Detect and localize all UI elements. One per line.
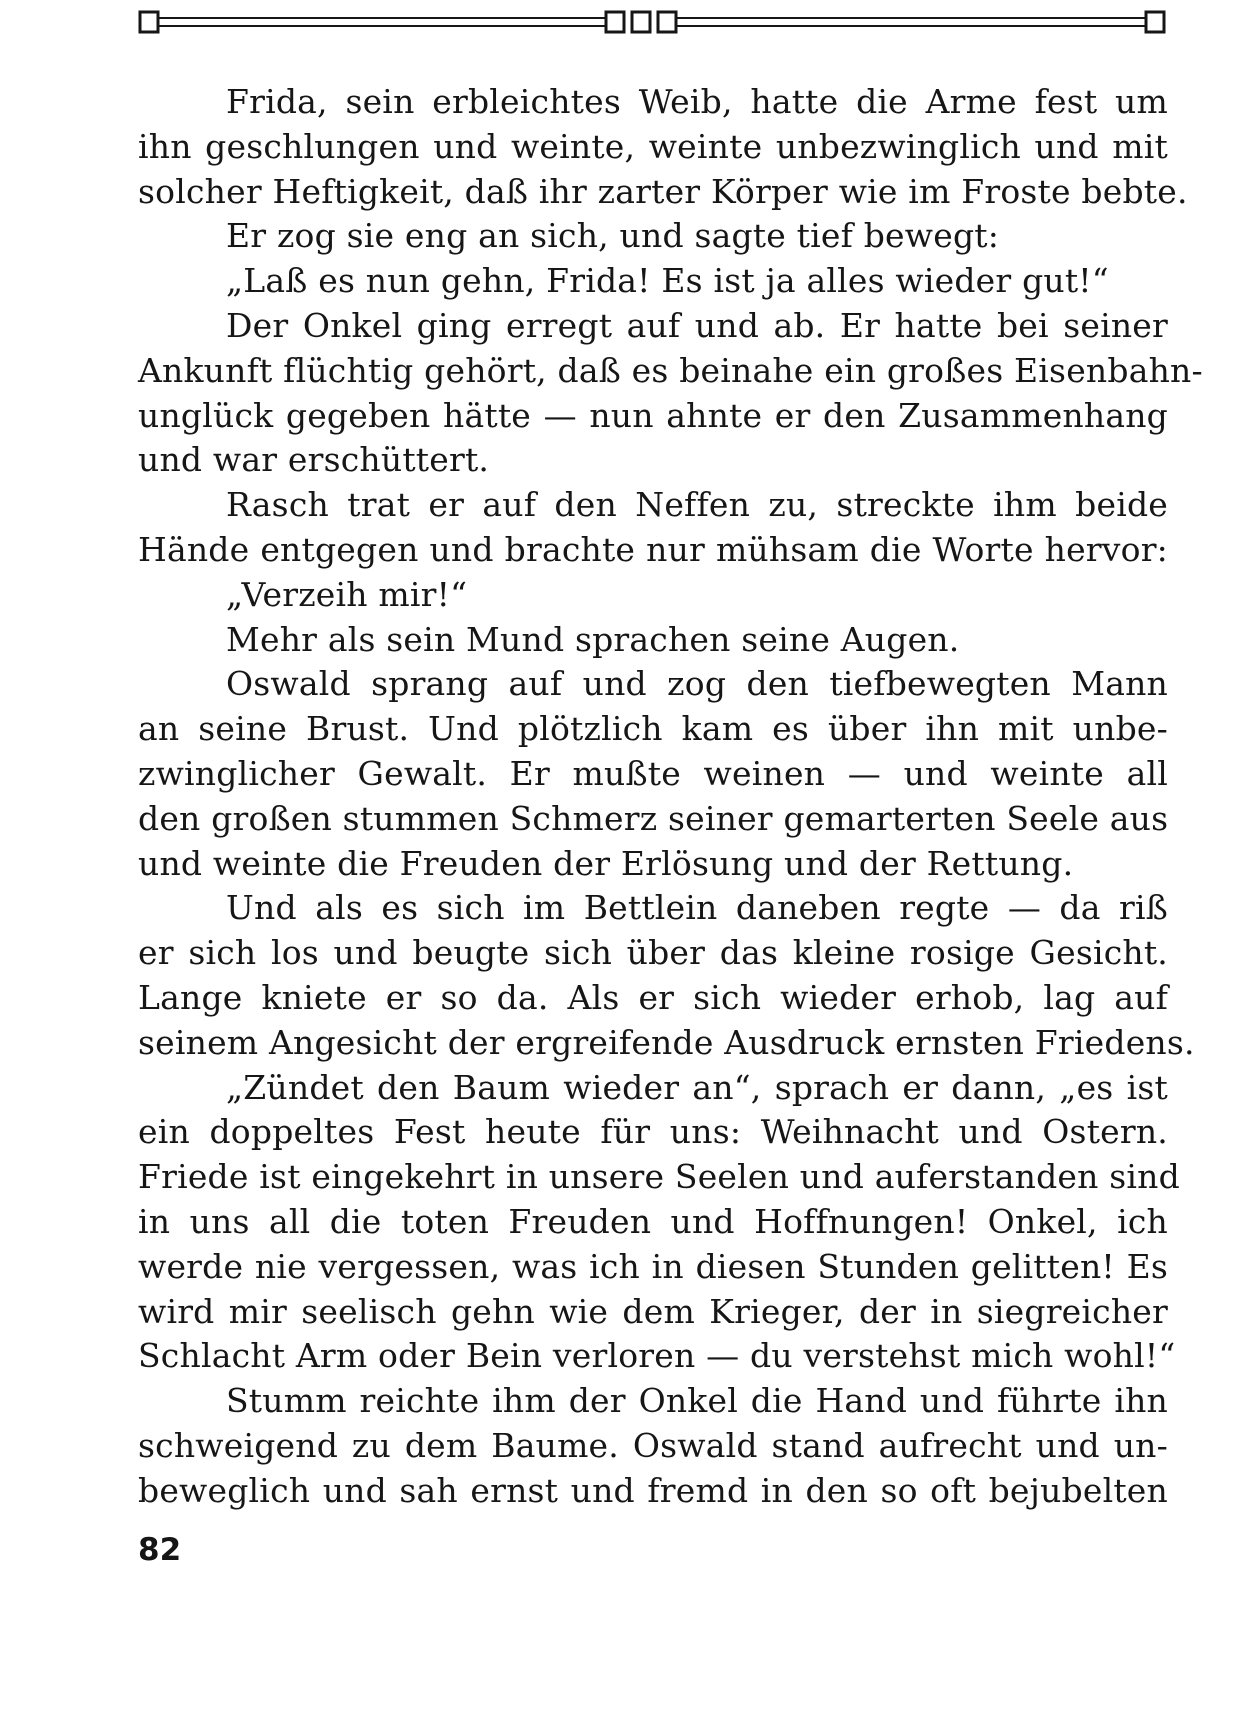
text-line: Friede ist eingekehrt in unsere Seelen und auferstanden sind <box>138 1157 1180 1197</box>
text-line: Oswald sprang auf und zog den tiefbewegten Mann <box>226 664 1168 704</box>
text-line: und war erschüttert. <box>138 440 490 480</box>
text-line: Frida, sein erbleichtes Weib, hatte die Arme fest um <box>226 82 1168 121</box>
text-line: Hände entgegen und brachte nur mühsam die Worte hervor: <box>138 529 1168 569</box>
body-text <box>138 80 1203 1514</box>
page-number: 82 <box>138 1532 182 1568</box>
text-line: solcher Heftigkeit, daß ihr zarter Körper wie im Froste bebte. <box>138 171 1188 211</box>
ornament-box-center-1 <box>606 12 624 32</box>
text-line: Mehr als sein Mund sprachen seine Augen. <box>226 619 960 659</box>
text-line: den großen stummen Schmerz seiner gemarterten Seele aus <box>138 798 1169 838</box>
text-line: und weinte die Freuden der Erlösung und der Rettung. <box>138 843 1074 883</box>
text-line: an seine Brust. Und plötzlich kam es über ihn mit unbe- <box>138 709 1168 749</box>
text-line: seinem Angesicht der ergreifende Ausdruck ernsten Friedens. <box>138 1022 1195 1062</box>
text-line: er sich los und beugte sich über das kleine rosige Gesicht. <box>138 933 1168 973</box>
text-line: Schlacht Arm oder Bein verloren — du verstehst mich wohl!“ <box>138 1336 1176 1376</box>
text-line: werde nie vergessen, was ich in diesen Stunden gelitten! Es <box>138 1246 1168 1286</box>
text-line: „Laß es nun gehn, Frida! Es ist ja alles wieder gut!“ <box>226 261 1109 301</box>
text-line: ihn geschlungen und weinte, weinte unbezwinglich und mit <box>138 126 1168 166</box>
ornament-box-right <box>1146 12 1164 32</box>
header-ornament <box>138 8 1168 38</box>
text-line: wird mir seelisch gehn wie dem Krieger, der in siegreicher <box>138 1291 1168 1331</box>
ornament-box-center-3 <box>658 12 676 32</box>
text-line: ein doppeltes Fest heute für uns: Weihnacht und Ostern. <box>138 1112 1168 1152</box>
text-line: schweigend zu dem Baume. Oswald stand aufrecht und un- <box>138 1425 1168 1465</box>
text-line: Stumm reichte ihm der Onkel die Hand und führte ihn <box>226 1381 1168 1421</box>
ornament-box-center-2 <box>632 12 650 32</box>
text-line: „Zündet den Baum wieder an“, sprach er dann, „es ist <box>226 1067 1168 1107</box>
text-line: Und als es sich im Bettlein daneben regte — da riß <box>226 888 1168 928</box>
text-line: zwinglicher Gewalt. Er mußte weinen — und weinte all <box>138 753 1168 793</box>
ornament-box-left <box>140 12 158 32</box>
text-line: in uns all die toten Freuden und Hoffnungen! Onkel, ich <box>138 1201 1168 1241</box>
text-line: Rasch trat er auf den Neffen zu, streckte ihm beide <box>226 485 1168 525</box>
text-line: Er zog sie eng an sich, und sagte tief bewegt: <box>226 216 1000 256</box>
text-line: Lange kniete er so da. Als er sich wieder erhob, lag auf <box>138 977 1168 1017</box>
text-line: „Verzeih mir!“ <box>226 574 468 614</box>
text-line: unglück gegeben hätte — nun ahnte er den Zusammenhang <box>138 395 1168 435</box>
text-line: Der Onkel ging erregt auf und ab. Er hatte bei seiner <box>226 305 1168 345</box>
text-line: beweglich und sah ernst und fremd in den so oft bejubelten <box>138 1470 1168 1510</box>
text-line: Ankunft flüchtig gehört, daß es beinahe ein großes Eisenbahn- <box>138 350 1203 390</box>
